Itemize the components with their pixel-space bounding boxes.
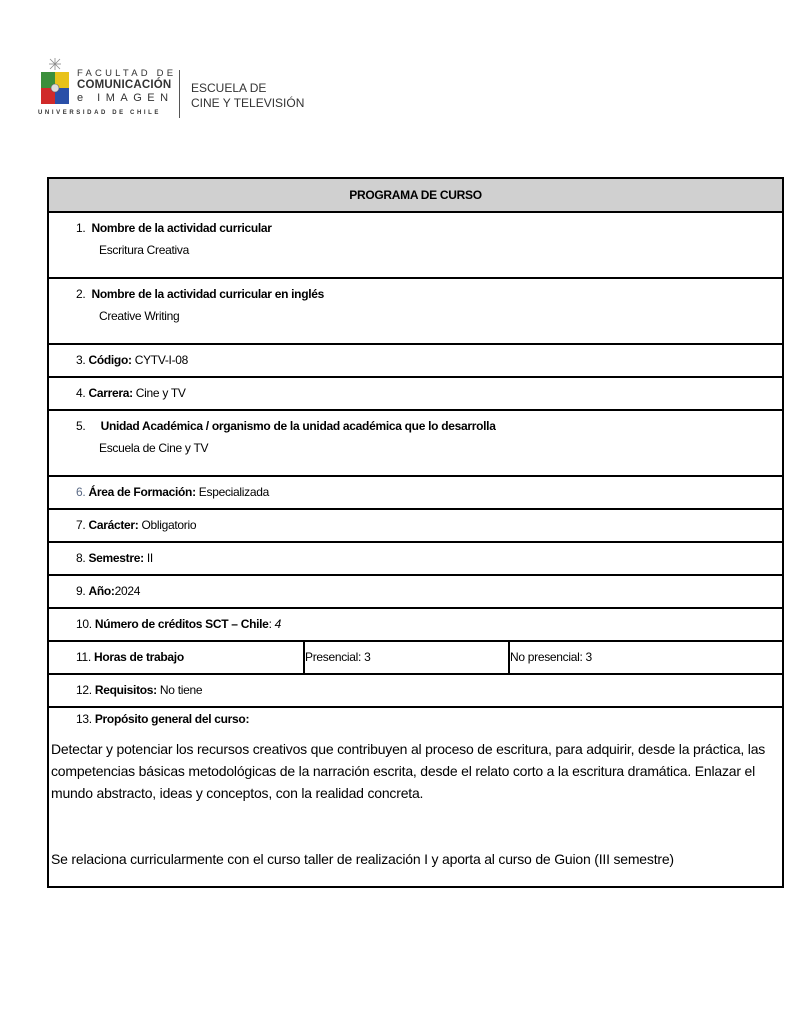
table-row — [48, 674, 783, 707]
logo-text-imagen: e IMAGEN — [77, 92, 174, 104]
item-label: Carrera: — [88, 386, 133, 400]
item-value: Creative Writing — [99, 309, 180, 323]
item-number: 9. — [76, 584, 86, 598]
table-row — [48, 410, 783, 476]
item-value: Escuela de Cine y TV — [99, 441, 209, 455]
logo-text-universidad: UNIVERSIDAD DE CHILE — [38, 110, 162, 116]
presencial-value: Presencial: 3 — [305, 650, 371, 664]
table-row-hours — [48, 641, 304, 674]
item-number: 10. — [76, 617, 92, 631]
item-label: Nombre de la actividad curricular en inglés — [91, 287, 325, 301]
logo-divider — [179, 70, 180, 118]
table-title: PROGRAMA DE CURSO — [48, 178, 783, 212]
item-value: No tiene — [156, 683, 203, 697]
purpose-paragraph: Detectar y potenciar los recursos creativos que contribuyen al proceso de escritura, para adquirir, desde la práctica, las competencias básicas metodológicas de la narración escrita, desde el relato corto a la escritura dramática. Enlazar el mundo abstracto, ideas y conceptos, con la realidad concreta. — [51, 741, 766, 801]
table-row-purpose — [48, 707, 783, 887]
item-label: Área de Formación: — [88, 485, 196, 499]
school-line1: ESCUELA DE — [191, 81, 267, 95]
table-row — [48, 212, 783, 278]
table-row — [48, 344, 783, 377]
logo-text-facultad: FACULTAD DE — [77, 68, 177, 79]
school-line2: CINE Y TELEVISIÓN — [191, 96, 305, 110]
item-value: II — [143, 551, 153, 565]
no-presencial-cell — [509, 641, 783, 674]
item-number: 4. — [76, 386, 86, 400]
item-label: Unidad Académica / organismo de la unidad académica que lo desarrolla — [100, 419, 496, 433]
item-number: 3. — [76, 353, 86, 367]
item-number: 8. — [76, 551, 86, 565]
table-row: 10. Número de créditos SCT – Chile: 4 — [48, 608, 783, 641]
item-label: Número de créditos SCT – Chile — [94, 617, 269, 631]
item-number: 13. — [76, 712, 92, 726]
item-value: Escritura Creativa — [99, 243, 189, 257]
item-label: Propósito general del curso: — [94, 712, 250, 726]
item-label: Código: — [88, 353, 132, 367]
item-label: Semestre: — [88, 551, 144, 565]
item-label: Requisitos: — [94, 683, 157, 697]
relation-paragraph: Se relaciona curricularmente con el curso taller de realización I y aporta al curso de Guion (III semestre) — [51, 851, 674, 867]
item-label: Nombre de la actividad curricular — [91, 221, 272, 235]
item-number: 5. — [76, 419, 86, 433]
course-program-table — [47, 177, 784, 888]
university-crest-icon — [40, 56, 70, 108]
item-number: 12. — [76, 683, 92, 697]
table-row — [48, 476, 783, 509]
faculty-logo — [38, 52, 328, 122]
table-row — [48, 377, 783, 410]
table-row — [48, 278, 783, 344]
item-number: 2. — [76, 287, 86, 301]
table-row — [48, 509, 783, 542]
table-row — [48, 542, 783, 575]
item-number: 1. — [76, 221, 86, 235]
item-number: 11. — [76, 650, 91, 664]
item-value: CYTV-I-08 — [131, 353, 189, 367]
item-value: Especializada — [195, 485, 269, 499]
item-number: 6. — [76, 485, 86, 499]
item-value: 4 — [274, 617, 282, 631]
school-name — [191, 81, 304, 111]
item-value: Cine y TV — [132, 386, 186, 400]
item-label: Año: — [88, 584, 115, 598]
item-label: Carácter: — [88, 518, 139, 532]
no-presencial-value: No presencial: 3 — [510, 650, 592, 664]
item-value: Obligatorio — [138, 518, 197, 532]
table-row — [48, 575, 783, 608]
item-label: Horas de trabajo — [93, 650, 184, 664]
item-number: 7. — [76, 518, 86, 532]
presencial-cell — [304, 641, 509, 674]
item-value: 2024 — [114, 584, 141, 598]
logo-text-comunicacion: COMUNICACIÓN — [77, 79, 172, 91]
